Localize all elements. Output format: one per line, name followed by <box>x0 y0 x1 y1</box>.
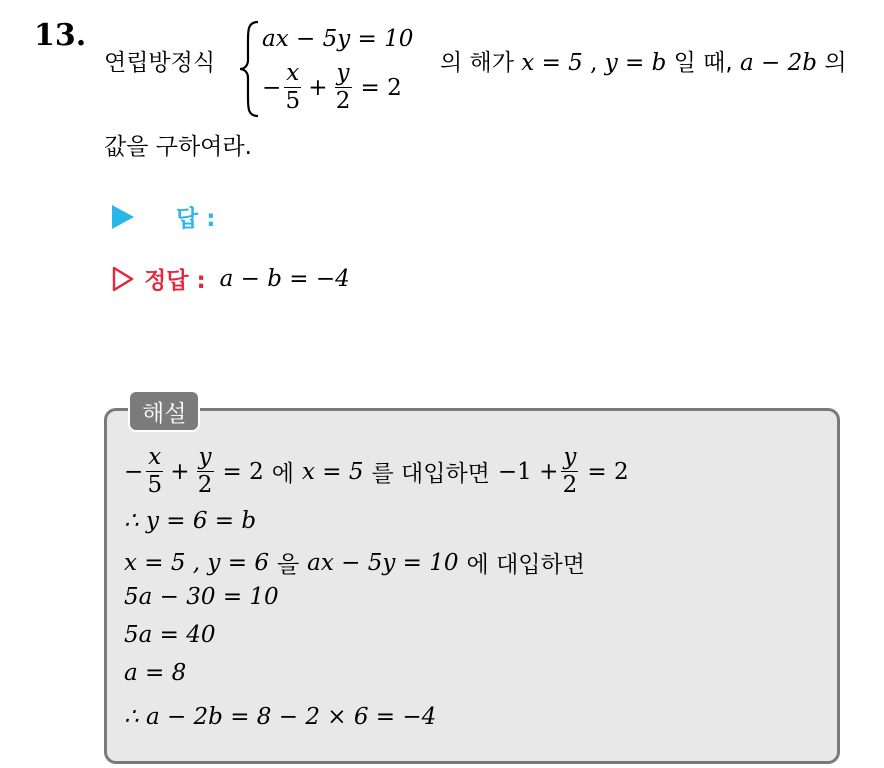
question-line-2: 값을 구하여라. <box>104 134 252 160</box>
frac-numerator: y <box>198 444 212 470</box>
l1-sub: x = 5 <box>301 458 364 485</box>
frac-numerator: x <box>148 444 162 470</box>
answer-label: 답 : <box>176 206 216 232</box>
solution-line-3 <box>124 546 585 579</box>
solution-line-1 <box>124 446 629 497</box>
fraction-x-over-5 <box>146 446 163 497</box>
l3-values: x = 5 , y = 6 <box>124 549 269 576</box>
condition-suffix: 의 <box>824 50 847 76</box>
eq2-minus: − <box>262 74 282 101</box>
eq2-rhs: = 2 <box>360 74 402 101</box>
fraction-y-over-2 <box>335 62 352 113</box>
fraction-y-over-2 <box>561 446 578 497</box>
condition-x: x = 5 <box>521 50 583 76</box>
play-triangle-icon <box>112 205 134 229</box>
frac-numerator: x <box>286 60 300 86</box>
frac-denominator: 5 <box>285 88 301 114</box>
question-intro: 연립방정식 <box>104 50 216 76</box>
condition-y: y = b <box>604 50 667 76</box>
solution-line-6: a = 8 <box>124 660 187 686</box>
solution-line-2: ∴ y = 6 = b <box>124 508 257 534</box>
condition-sep: , <box>590 50 598 76</box>
frac-denominator: 2 <box>335 88 351 114</box>
frac-numerator: y <box>336 60 350 86</box>
l1-rhs-pre: −1 + <box>497 458 559 485</box>
l1-kr2: 를 대입하면 <box>371 461 490 487</box>
condition-prefix: 의 해가 <box>440 50 514 76</box>
question-number: 13. <box>34 18 87 53</box>
frac-denominator: 2 <box>197 472 213 498</box>
solution-line-7: ∴ a − 2b = 8 − 2 × 6 = −4 <box>124 704 437 730</box>
l1-plus: + <box>170 458 190 485</box>
frac-denominator: 2 <box>562 472 578 498</box>
condition-when: 일 때, <box>673 50 733 76</box>
solution-line-5: 5a = 40 <box>124 622 216 648</box>
target-expression: a − 2b <box>740 50 817 76</box>
l1-rhs-eq: = 2 <box>587 458 629 485</box>
fraction-y-over-2 <box>197 446 214 497</box>
l3-kr1: 을 <box>276 552 300 578</box>
frac-denominator: 5 <box>147 472 163 498</box>
l1-minus: − <box>124 458 144 485</box>
fraction-x-over-5 <box>284 62 301 113</box>
correct-answer-label: 정답 : <box>144 268 206 294</box>
question-condition <box>440 44 847 77</box>
l1-kr1: 에 <box>271 461 294 487</box>
eq2-plus: + <box>308 74 328 101</box>
correct-answer-expression: a − b = −4 <box>219 265 350 292</box>
frac-numerator: y <box>563 444 577 470</box>
l1-eq: = 2 <box>222 458 264 485</box>
answer-row <box>112 200 215 233</box>
brace-icon <box>238 20 260 118</box>
outline-triangle-icon <box>112 266 134 292</box>
system-equation-2 <box>262 62 402 113</box>
solution-line-4: 5a − 30 = 10 <box>124 584 279 610</box>
l3-kr2: 에 대입하면 <box>466 552 585 578</box>
system-equation-1: ax − 5y = 10 <box>262 26 414 52</box>
l3-equation: ax − 5y = 10 <box>307 549 459 576</box>
solution-tag: 해설 <box>128 390 200 432</box>
correct-answer-row <box>112 262 350 295</box>
